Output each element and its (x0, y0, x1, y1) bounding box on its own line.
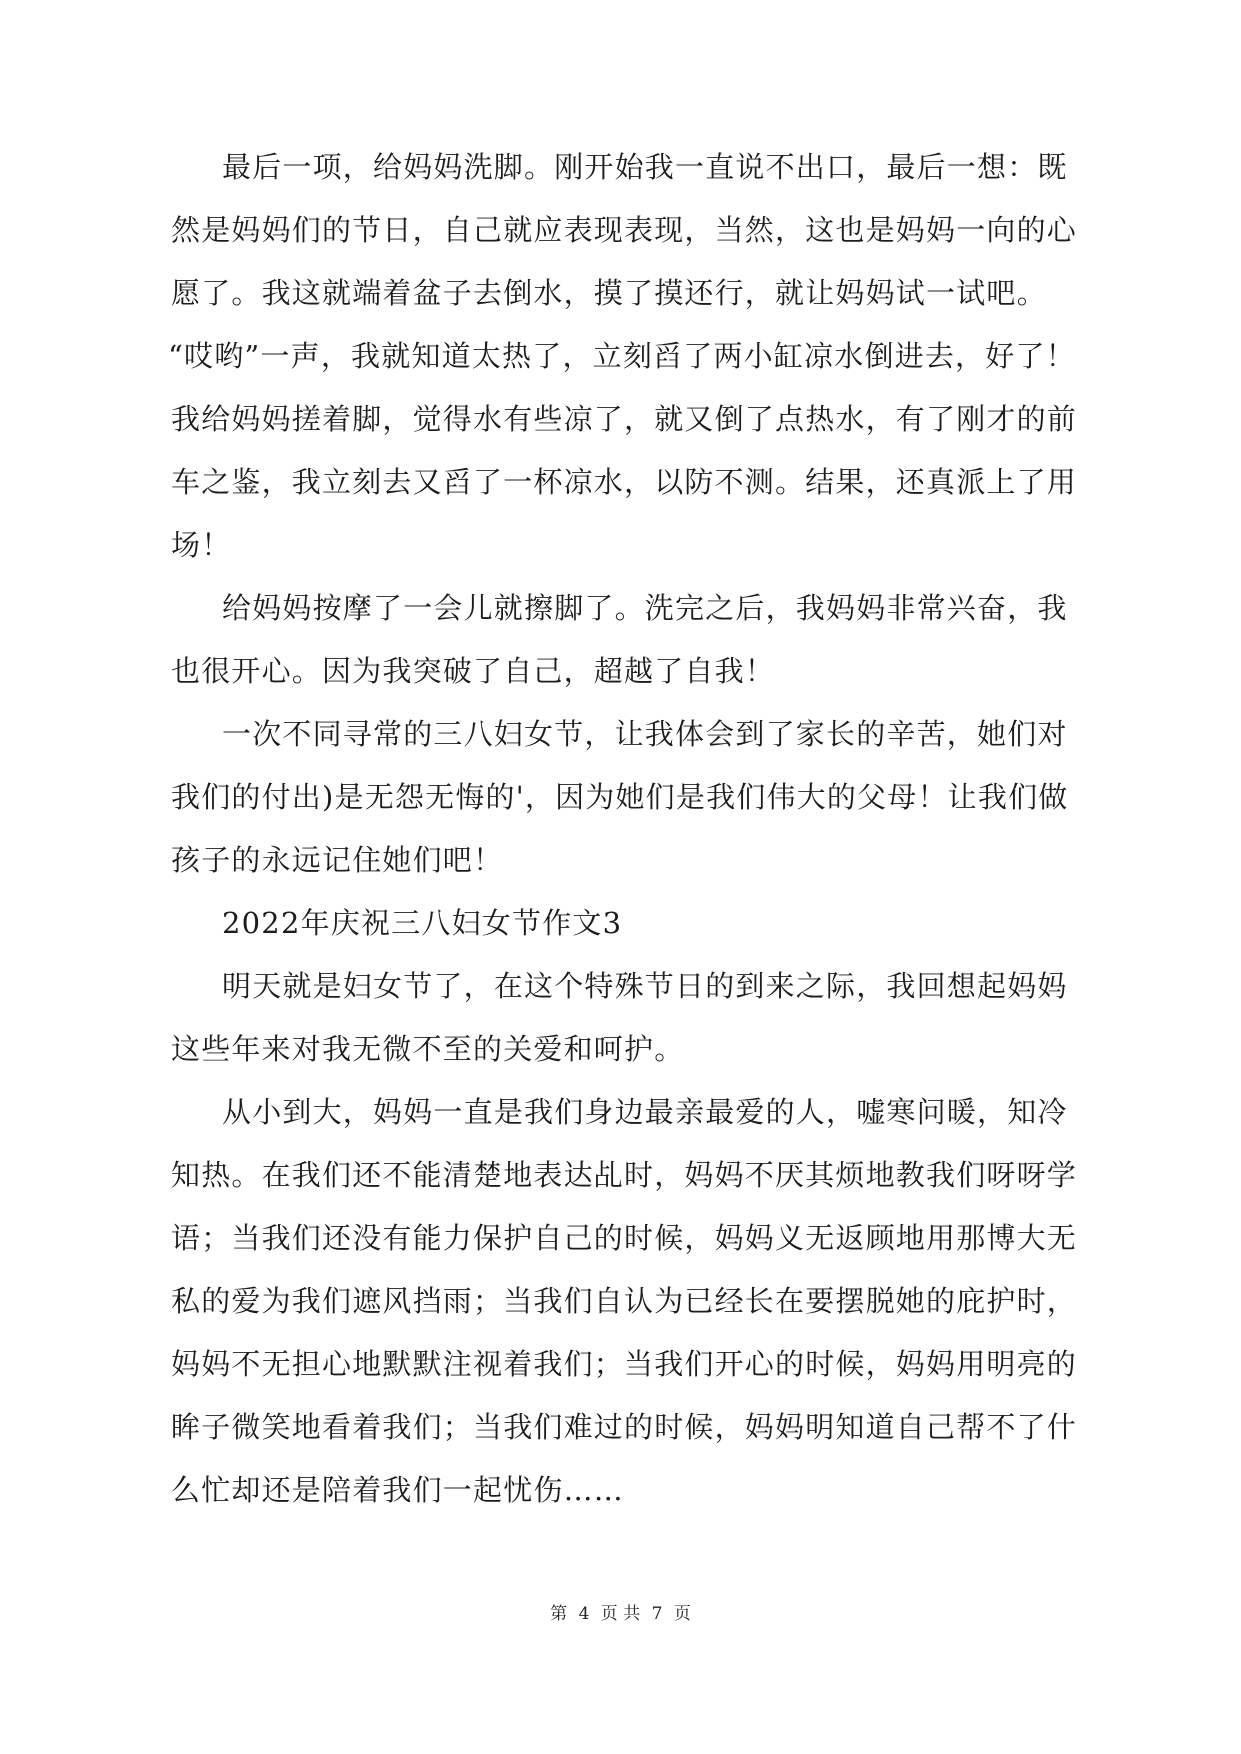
text-line: 然是妈妈们的节日，自己就应表现表现，当然，这也是妈妈一向的心 (171, 213, 1078, 247)
text-line: 也很开心。因为我突破了自己，超越了自我！ (171, 654, 776, 688)
footer-prefix: 第 (550, 1604, 568, 1624)
text-line: 妈妈不无担心地默默注视着我们；当我们开心的时候，妈妈用明亮的 (171, 1347, 1078, 1381)
footer-middle: 页 共 (600, 1604, 641, 1624)
text-line: 我们的付出)是无怨无悔的'，因为她们是我们伟大的父母！让我们做 (171, 780, 1069, 814)
section-heading: 2022年庆祝三八妇女节作文3 (222, 906, 623, 940)
text-line: 明天就是妇女节了，在这个特殊节日的到来之际，我回想起妈妈 (222, 969, 1068, 1003)
footer-suffix: 页 (673, 1604, 691, 1624)
text-line: 我给妈妈搓着脚，觉得水有些凉了，就又倒了点热水，有了刚才的前 (171, 402, 1078, 436)
text-line: 给妈妈按摩了一会儿就擦脚了。洗完之后，我妈妈非常兴奋，我 (222, 591, 1068, 625)
total-page-number: 7 (651, 1604, 663, 1624)
text-line: 孩子的永远记住她们吧！ (171, 843, 504, 877)
text-line: 么忙却还是陪着我们一起忧伤…… (171, 1473, 625, 1507)
text-line: 眸子微笑地看着我们；当我们难过的时候，妈妈明知道自己帮不了什 (171, 1410, 1078, 1444)
text-line: 愿了。我这就端着盆子去倒水，摸了摸还行，就让妈妈试一试吧。 (171, 276, 1047, 310)
text-line: 私的爱为我们遮风挡雨；当我们自认为已经长在要摆脱她的庇护时， (171, 1284, 1078, 1318)
text-line: 从小到大，妈妈一直是我们身边最亲最爱的人，嘘寒问暖，知冷 (222, 1095, 1068, 1129)
page-footer (0, 1602, 1241, 1626)
current-page-number: 4 (578, 1604, 590, 1624)
text-line: 知热。在我们还不能清楚地表达乩时，妈妈不厌其烦地教我们呀呀学 (171, 1158, 1078, 1192)
text-line: 语；当我们还没有能力保护自己的时候，妈妈义无返顾地用那博大无 (171, 1221, 1078, 1255)
text-line: 最后一项，给妈妈洗脚。刚开始我一直说不出口，最后一想：既 (222, 150, 1068, 184)
text-line: 这些年来对我无微不至的关爱和呵护。 (171, 1032, 685, 1066)
text-line: 一次不同寻常的三八妇女节，让我体会到了家长的辛苦，她们对 (222, 717, 1068, 751)
text-line: 车之鉴，我立刻去又舀了一杯凉水，以防不测。结果，还真派上了用 (171, 465, 1078, 499)
text-line: 场！ (171, 528, 232, 562)
text-line: “哎哟”一声，我就知道太热了，立刻舀了两小缸凉水倒进去，好了！ (168, 339, 1076, 373)
